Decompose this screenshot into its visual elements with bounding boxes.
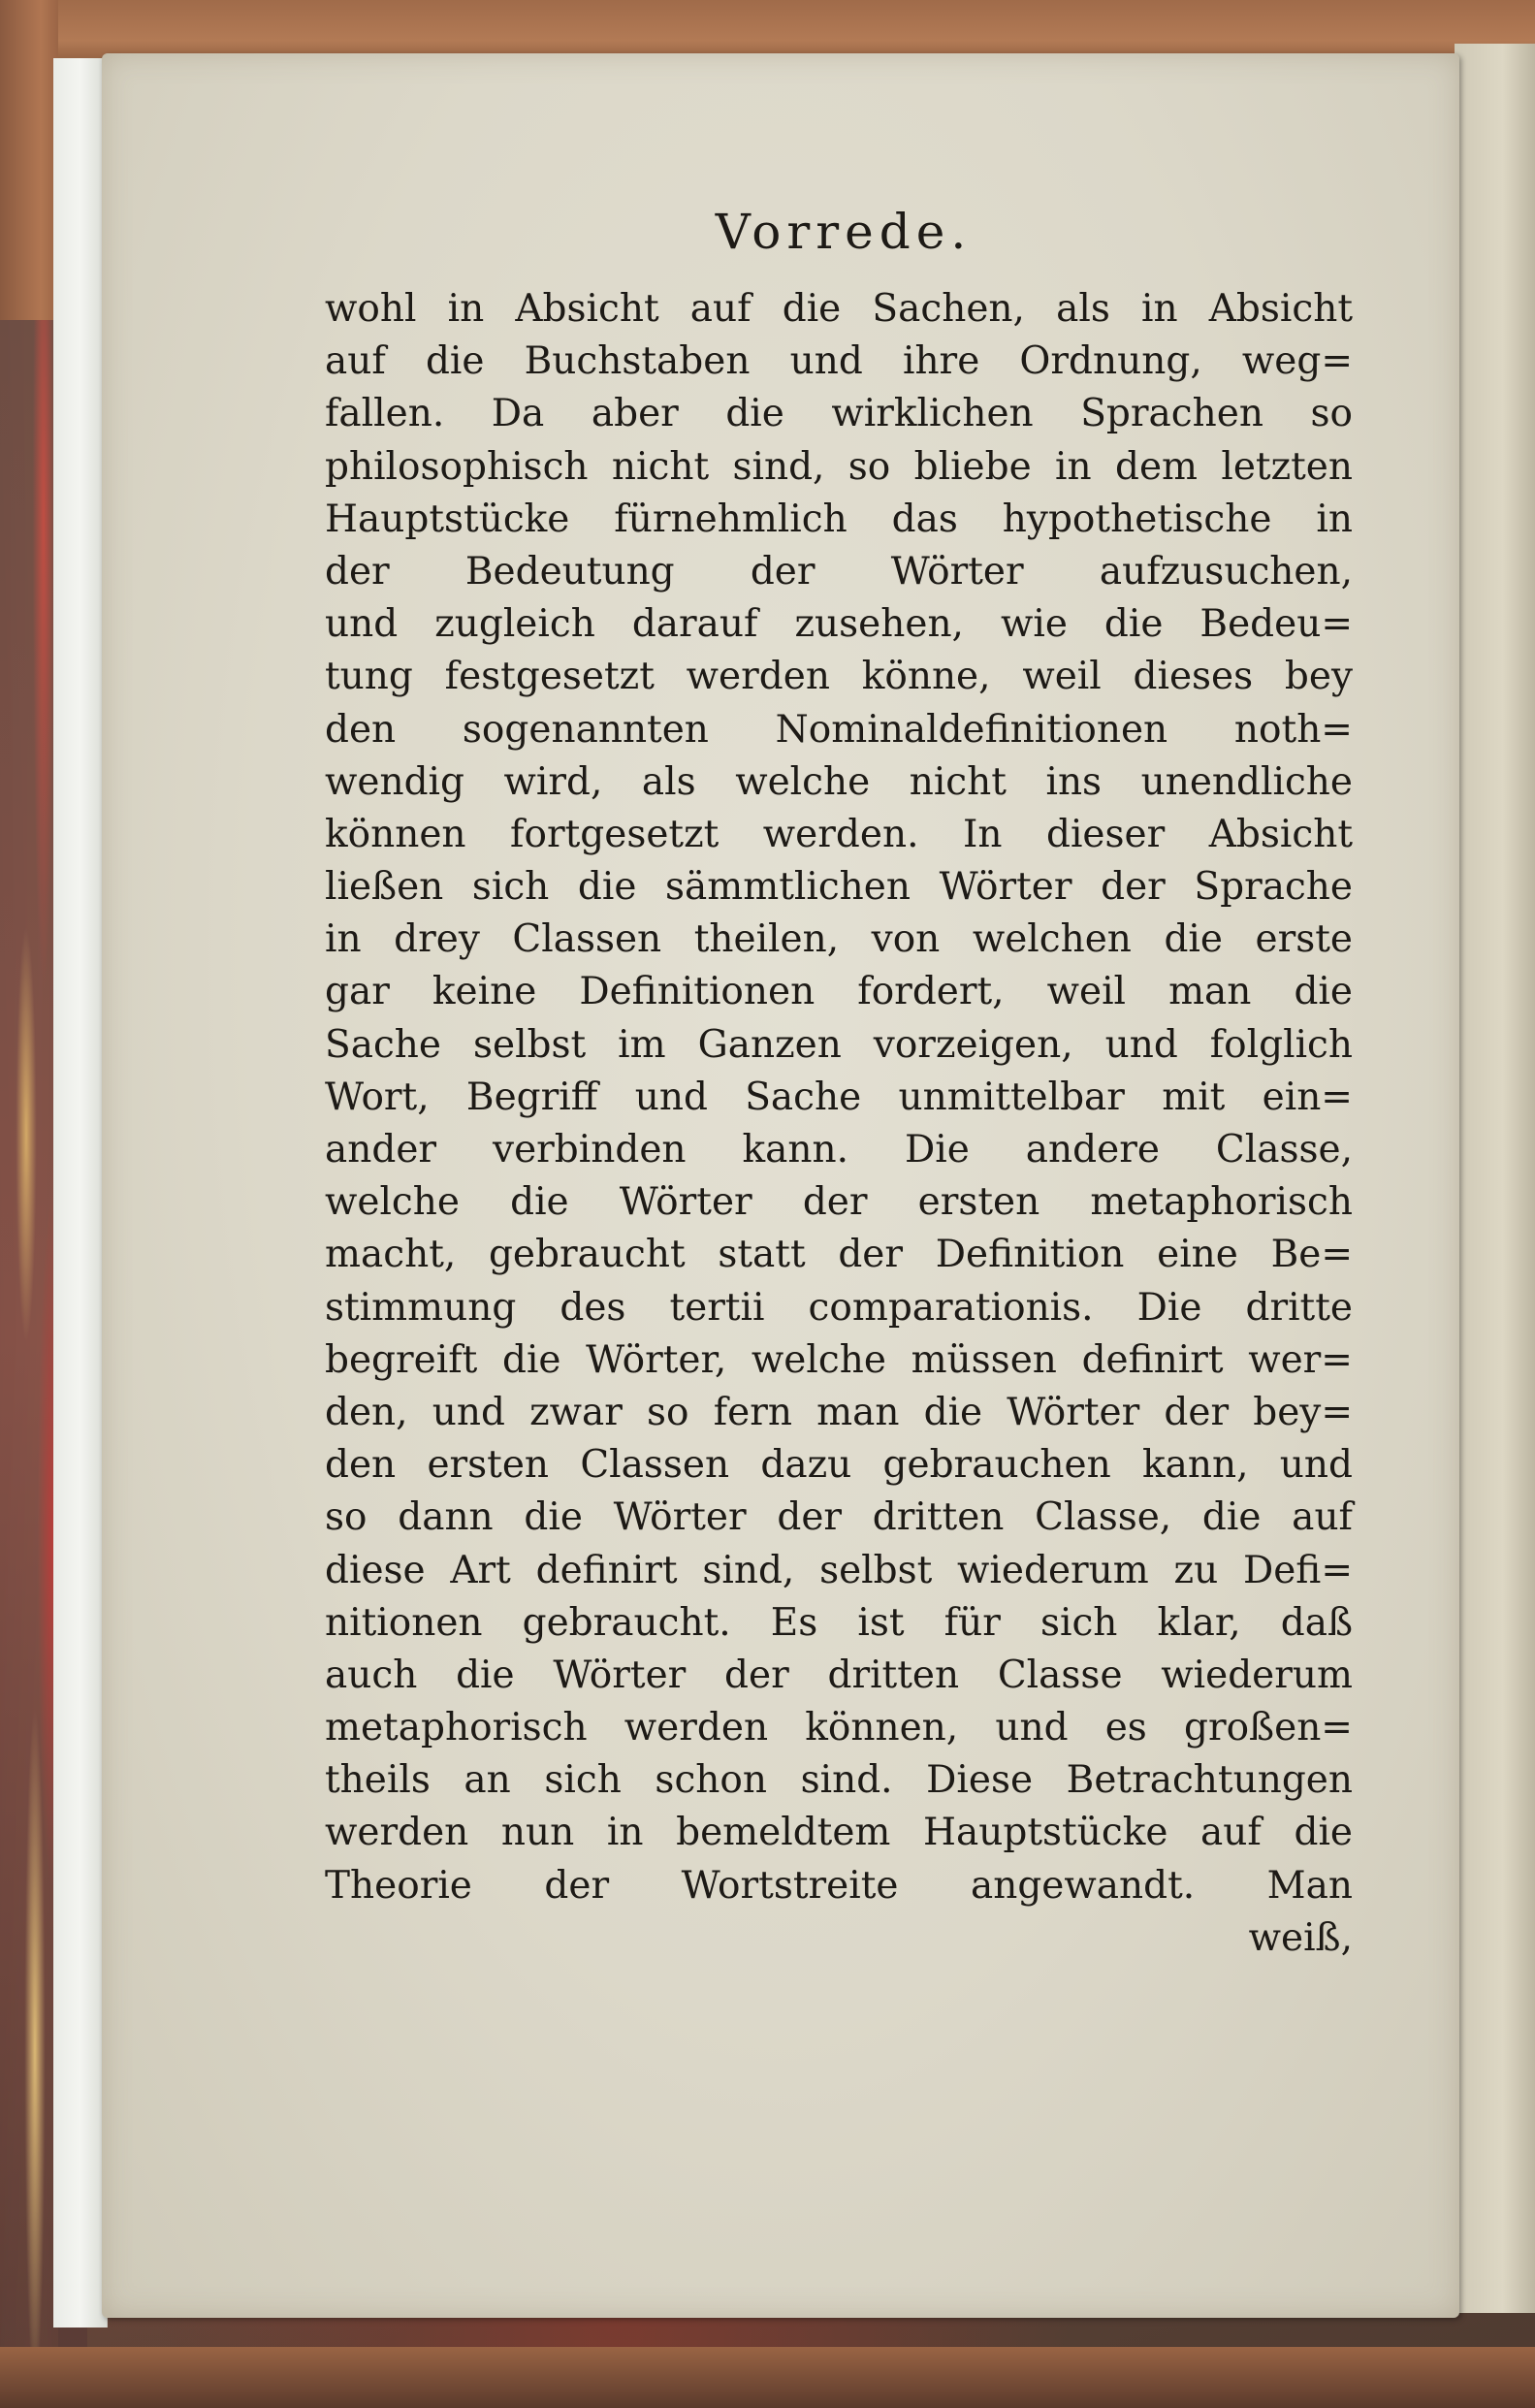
text-line: der Bedeutung der Wörter aufzusuchen,: [325, 549, 1353, 594]
text-line: Hauptstücke fürnehmlich das hypothetische in: [325, 497, 1353, 541]
text-line: gar keine Definitionen fordert, weil man die: [325, 970, 1353, 1014]
text-line: wohl in Absicht auf die Sachen, als in Absicht: [325, 287, 1353, 331]
text-line: tung festgesetzt werden könne, weil dieses bey: [325, 655, 1353, 699]
text-line: nitionen gebraucht. Es ist für sich klar, daß: [325, 1600, 1353, 1645]
text-line: werden nun in bemeldtem Hauptstücke auf die: [325, 1811, 1353, 1855]
faded-stamp: [417, 2056, 533, 2095]
paper-strip: [53, 58, 108, 2328]
page-body: [325, 283, 1353, 1965]
book-cover-bottom-edge: [0, 2347, 1535, 2408]
text-line: auch die Wörter der dritten Classe wiederum: [325, 1653, 1353, 1697]
text-line: welche die Wörter der ersten metaphorisch: [325, 1180, 1353, 1225]
text-line: Theorie der Wortstreite angewandt. Man: [325, 1863, 1353, 1908]
text-line: auf die Buchstaben und ihre Ordnung, weg=: [325, 339, 1353, 384]
text-line: philosophisch nicht sind, so bliebe in dem letzten: [325, 444, 1353, 489]
text-line: Wort, Begriff und Sache unmittelbar mit ein=: [325, 1075, 1353, 1119]
text-line: fallen. Da aber die wirklichen Sprachen so: [325, 392, 1353, 436]
text-line: den sogenannten Nominaldefinitionen noth=: [325, 707, 1353, 752]
text-line: und zugleich darauf zusehen, wie die Bedeu=: [325, 602, 1353, 647]
text-line: begreift die Wörter, welche müssen definirt wer=: [325, 1337, 1353, 1382]
text-line: stimmung des tertii comparationis. Die dritte: [325, 1285, 1353, 1330]
text-line: Sache selbst im Ganzen vorzeigen, und folglich: [325, 1022, 1353, 1067]
text-line: theils an sich schon sind. Diese Betrachtungen: [325, 1758, 1353, 1803]
text-line: ander verbinden kann. Die andere Classe,: [325, 1128, 1353, 1172]
text-line: metaphorisch werden können, und es großen=: [325, 1706, 1353, 1750]
text-line: diese Art definirt sind, selbst wiederum zu Defi=: [325, 1548, 1353, 1592]
text-line: den ersten Classen dazu gebrauchen kann, und: [325, 1443, 1353, 1488]
text-line: in drey Classen theilen, von welchen die erste: [325, 917, 1353, 962]
adjacent-page-edge: [1455, 44, 1535, 2313]
text-line: wendig wird, als welche nicht ins unendliche: [325, 759, 1353, 804]
text-line: können fortgesetzt werden. In dieser Absicht: [325, 812, 1353, 856]
text-line: ließen sich die sämmtlichen Wörter der Sprache: [325, 865, 1353, 910]
running-head: Vorrede.: [715, 204, 973, 260]
text-line: den, und zwar so fern man die Wörter der bey=: [325, 1390, 1353, 1434]
text-line: so dann die Wörter der dritten Classe, die auf: [325, 1495, 1353, 1540]
catchword: weiß,: [1248, 1915, 1353, 1960]
text-line: macht, gebraucht statt der Definition eine Be=: [325, 1233, 1353, 1277]
